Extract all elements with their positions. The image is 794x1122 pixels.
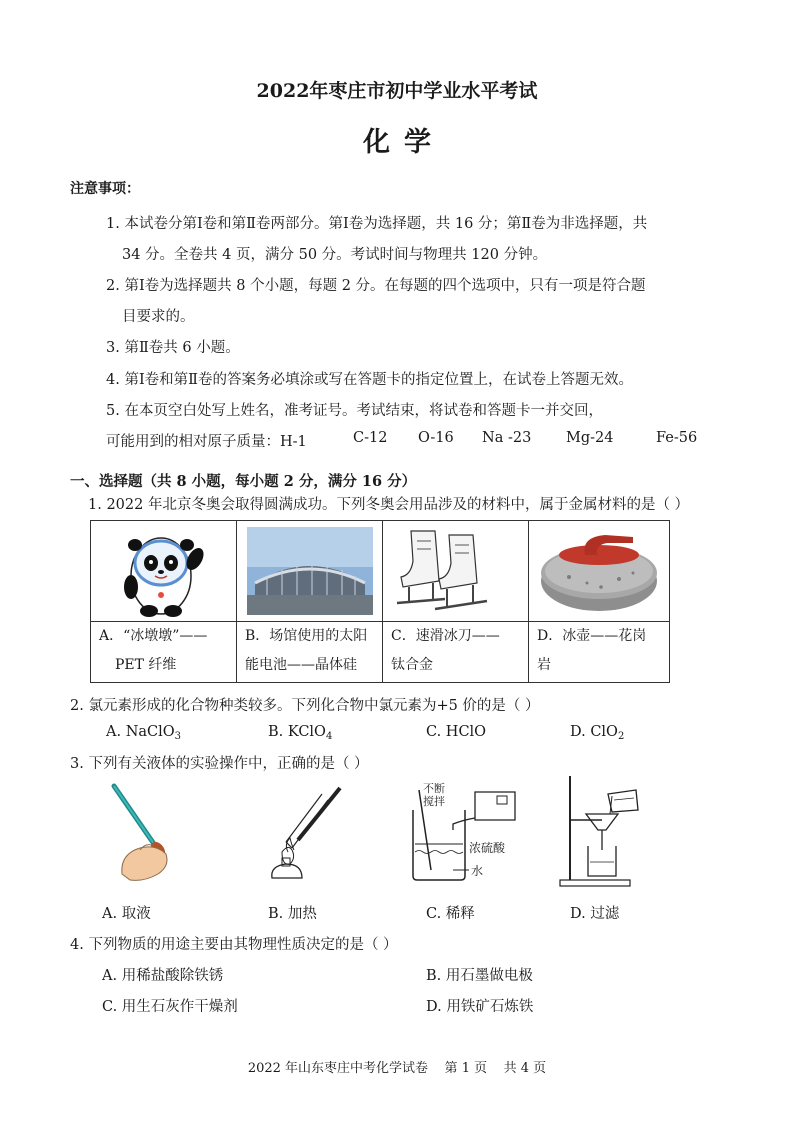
q3-option-b: B. 加热	[268, 906, 317, 922]
atomic-mass-c: C-12	[353, 430, 388, 446]
q4-stem: 4. 下列物质的用途主要由其物理性质决定的是（ ）	[70, 937, 398, 953]
q2-stem: 2. 氯元素形成的化合物种类较多。下列化合物中氯元素为+5 价的是（ ）	[70, 698, 540, 714]
q2-option-b: B. KClO$_4$	[268, 724, 333, 742]
q1-options-table	[90, 520, 670, 683]
subject-title: 化学	[363, 127, 445, 158]
q4-option-c: C. 用生石灰作干燥剂	[102, 999, 238, 1015]
heating-tube-icon	[262, 780, 352, 890]
q1-image-a	[91, 521, 237, 622]
q1-option-a: A．“冰墩墩”—— PET 纤维	[91, 622, 237, 683]
water-label: 水	[471, 864, 484, 878]
stir-label-2: 搅拌	[423, 795, 445, 808]
skate-icon	[383, 521, 516, 621]
q4-option-b: B. 用石墨做电极	[426, 968, 533, 984]
q3-stem: 3. 下列有关液体的实验操作中，正确的是（ ）	[70, 756, 369, 772]
filtration-icon	[550, 770, 650, 888]
notice-item-1-cont: 34 分。全卷共 4 页，满分 50 分。考试时间与物理共 120 分钟。	[122, 247, 548, 263]
notice-heading: 注意事项：	[70, 181, 140, 197]
stir-label-1: 不断	[423, 782, 445, 795]
q1-option-b: B．场馆使用的太阳 能电池——晶体硅	[237, 622, 383, 683]
q2-option-c: C. HClO	[426, 724, 487, 740]
q1-image-c	[383, 521, 529, 622]
q1-option-c: C．速滑冰刀—— 钛合金	[383, 622, 529, 683]
notice-item-2-cont: 目要求的。	[122, 309, 195, 325]
q4-option-d: D. 用铁矿石炼铁	[426, 999, 534, 1015]
q3-option-a: A. 取液	[102, 906, 151, 922]
q2-option-a: A. NaClO$_3$	[106, 724, 182, 742]
notice-item-5: 5. 在本页空白处写上姓名，准考证号。考试结束，将试卷和答题卡一并交回，	[106, 403, 603, 419]
q3-option-d: D. 过滤	[570, 906, 620, 922]
atomic-mass-o: O-16	[418, 430, 454, 446]
page-footer: 2022 年山东枣庄中考化学试卷 第 1 页 共 4 页	[247, 1061, 547, 1076]
notice-item-4: 4. 第Ⅰ卷和第Ⅱ卷的答案务必填涂或写在答题卡的指定位置上，在试卷上答题无效。	[106, 372, 634, 388]
q3-option-c: C. 稀释	[426, 906, 475, 922]
q1-image-b	[237, 521, 383, 622]
q4-option-a: A. 用稀盐酸除铁锈	[102, 968, 224, 984]
dilution-icon	[405, 780, 530, 890]
q1-stem: 1. 2022 年北京冬奥会取得圆满成功。下列冬奥会用品涉及的材料中，属于金属材料的是（ ）	[88, 497, 690, 513]
q2-option-d: D. ClO$_2$	[570, 724, 625, 742]
atomic-mass-label: 可能用到的相对原子质量：H-1	[106, 434, 307, 450]
bing-dwen-dwen-icon	[91, 521, 236, 621]
notice-item-3: 3. 第Ⅱ卷共 6 小题。	[106, 340, 240, 356]
atomic-mass-mg: Mg-24	[566, 430, 614, 446]
notice-item-2: 2. 第Ⅰ卷为选择题共 8 个小题，每题 2 分。在每题的四个选项中，只有一项是符合题	[106, 278, 646, 294]
dropper-hand-icon	[100, 780, 190, 890]
exam-title: 2022年枣庄市初中学业水平考试	[256, 80, 538, 102]
atomic-mass-na: Na -23	[482, 430, 532, 446]
curling-stone-icon	[529, 521, 669, 621]
section-heading: 一、选择题（共 8 小题，每小题 2 分，满分 16 分）	[70, 473, 417, 490]
notice-item-1: 1. 本试卷分第Ⅰ卷和第Ⅱ卷两部分。第Ⅰ卷为选择题，共 16 分；第Ⅱ卷为非选择题，共	[106, 216, 648, 232]
q1-image-d	[529, 521, 670, 622]
stadium-icon	[237, 521, 382, 621]
acid-label: 浓硫酸	[469, 841, 506, 855]
atomic-mass-fe: Fe-56	[656, 430, 698, 446]
q1-option-d: D．冰壶——花岗 岩	[529, 622, 670, 683]
